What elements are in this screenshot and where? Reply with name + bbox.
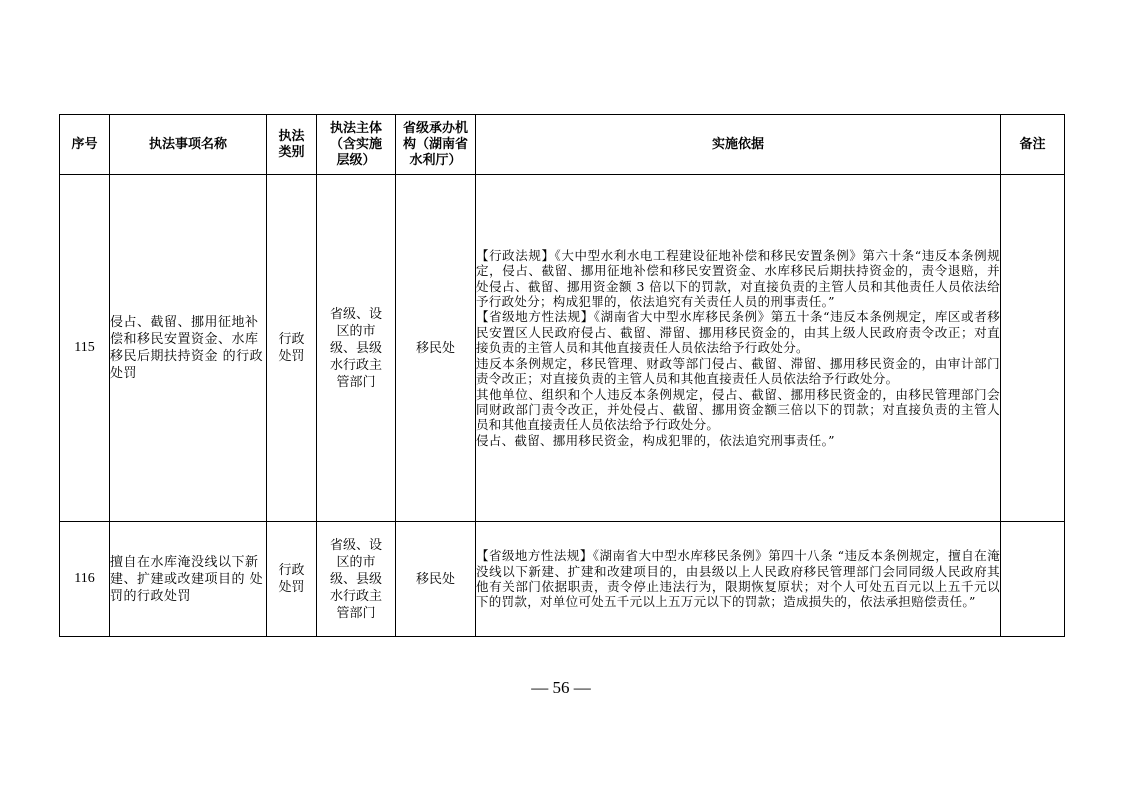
row-subject: 省级、设区的市级、县级水行政主管部门 [317,522,396,637]
row-basis [476,522,1001,637]
basis-paragraph: 【行政法规】《大中型水利水电工程建设征地补偿和移民安置条例》第六十条“违反本条例规定，侵占、截留、挪用征地补偿和移民安置资金、水库移民后期扶持资金的，责令退赔，并处侵占、截留、挪用资金额 3 倍以下的罚款，对直接负责的主管人员和其他责任人员依法给予行政处分；构成犯罪的，依法追究有关责任人员的刑事责任。” [476,247,1000,310]
row-dept: 移民处 [396,175,476,522]
row-name: 擅自在水库淹没线以下新建、扩建或改建项目的 处罚的行政处罚 [110,522,267,637]
table-header-row [60,115,1065,175]
header-subject: 执法主体（含实施层级） [317,115,396,175]
basis-paragraph: 违反本条例规定，移民管理、财政等部门侵占、截留、滞留、挪用移民资金的，由审计部门责令改正；对直接负责的主管人员和其他直接责任人员依法给予行政处分。 [476,355,1000,387]
basis-paragraph: 【省级地方性法规】《湖南省大中型水库移民条例》第五十条“违反本条例规定，库区或者移民安置区人民政府侵占、截留、滞留、挪用移民资金的，由其上级人民政府责令改正；对直接负责的主管人员和其他直接责任人员依法给予行政处分。 [476,309,1000,356]
row-category: 行政处罚 [267,522,317,637]
header-basis: 实施依据 [476,115,1001,175]
row-subject: 省级、设区的市级、县级水行政主管部门 [317,175,396,522]
row-name: 侵占、截留、挪用征地补偿和移民安置资金、水库移民后期扶持资金 的行政处罚 [110,175,267,522]
basis-paragraph: 侵占、截留、挪用移民资金，构成犯罪的，依法追究刑事责任。” [476,432,835,448]
row-category: 行政处罚 [267,175,317,522]
header-note: 备注 [1001,115,1065,175]
row-basis [476,175,1001,522]
header-category: 执法类别 [267,115,317,175]
row-dept: 移民处 [396,522,476,637]
table-row [60,175,1065,522]
page-number: — 56 — [531,678,591,697]
row-seq: 115 [60,175,110,522]
header-name: 执法事项名称 [110,115,267,175]
basis-paragraph: 其他单位、组织和个人违反本条例规定，侵占、截留、挪用移民资金的，由移民管理部门会同财政部门责令改正，并处侵占、截留、挪用资金额三倍以下的罚款；对直接负责的主管人员和其他直接责任人员依法给予行政处分。 [476,386,1000,433]
law-enforcement-table [59,114,1065,637]
row-seq: 116 [60,522,110,637]
row-note [1001,175,1065,522]
row-note [1001,522,1065,637]
basis-paragraph: 【省级地方性法规】《湖南省大中型水库移民条例》第四十八条 “违反本条例规定，擅自在淹没线以下新建、扩建和改建项目的，由县级以上人民政府移民管理部门会同同级人民政府其他有关部门依据职责，责令停止违法行为，限期恢复原状；对个人可处五百元以上五千元以下的罚款，对单位可处五千元以上五万元以下的罚款；造成损失的，依法承担赔偿责任。” [476,548,1000,610]
header-dept: 省级承办机构（湖南省水利厅） [396,115,476,175]
header-seq: 序号 [60,115,110,175]
table-row [60,522,1065,637]
